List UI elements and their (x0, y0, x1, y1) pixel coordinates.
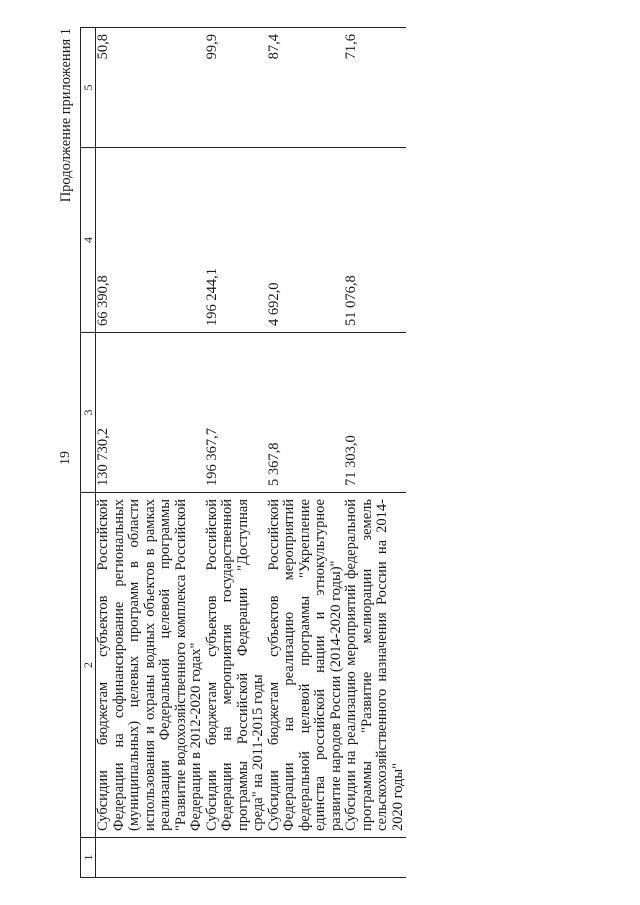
page-number: 19 (58, 451, 73, 465)
header-col-1: 1 (81, 838, 96, 878)
header-row (81, 28, 96, 878)
row-planned-amount: 196 367,7 (205, 333, 267, 493)
header-col-4: 4 (81, 148, 96, 333)
row-percent: 71,6 (344, 28, 406, 148)
row-percent: 99,9 (205, 28, 267, 148)
row-planned-amount: 5 367,8 (267, 333, 345, 493)
table-row (96, 28, 205, 878)
rotated-content (58, 28, 638, 878)
row-planned-amount: 71 303,0 (344, 333, 406, 493)
row-actual-amount: 4 692,0 (267, 148, 345, 333)
row-percent: 87,4 (267, 28, 345, 148)
table-row (267, 28, 345, 878)
table-row (205, 28, 267, 878)
appendix-caption: Продолжение приложения 1 (58, 28, 74, 203)
row-description: Субсидии на реализацию мероприятий федеральной программы "Развитие мелиорации земель сельскохозяйственного назначения России на 2014-2020 годы" (344, 493, 406, 838)
subsidy-table (80, 27, 406, 878)
table-row (344, 28, 406, 878)
row-actual-amount: 196 244,1 (205, 148, 267, 333)
row-actual-amount: 66 390,8 (96, 148, 205, 333)
row-index-cell (344, 838, 406, 878)
header-col-5: 5 (81, 28, 96, 148)
row-actual-amount: 51 076,8 (344, 148, 406, 333)
header-col-2: 2 (81, 493, 96, 838)
row-description: Субсидии бюджетам субъектов Российской Федерации на реализацию мероприятий федеральной целевой программы "Укрепление единства российской нации и этнокультурное развитие народов России (2014-2020 годы)" (267, 493, 345, 838)
row-index-cell (267, 838, 345, 878)
row-description: Субсидии бюджетам субъектов Российской Федерации на мероприятия государственной программы Российской Федерации "Доступная среда" на 2011-2015 годы (205, 493, 267, 838)
row-index-cell (96, 838, 205, 878)
row-percent: 50,8 (96, 28, 205, 148)
header-col-3: 3 (81, 333, 96, 493)
row-description: Субсидии бюджетам субъектов Российской Федерации на софинансирование региональных (муниципальных) целевых программ в области использования и охраны водных объектов в рамках реализации Федеральной целевой программы "Развитие водохозяйственного комплекса Российской Федерации в 2012-2020 годах" (96, 493, 205, 838)
row-index-cell (205, 838, 267, 878)
row-planned-amount: 130 730,2 (96, 333, 205, 493)
